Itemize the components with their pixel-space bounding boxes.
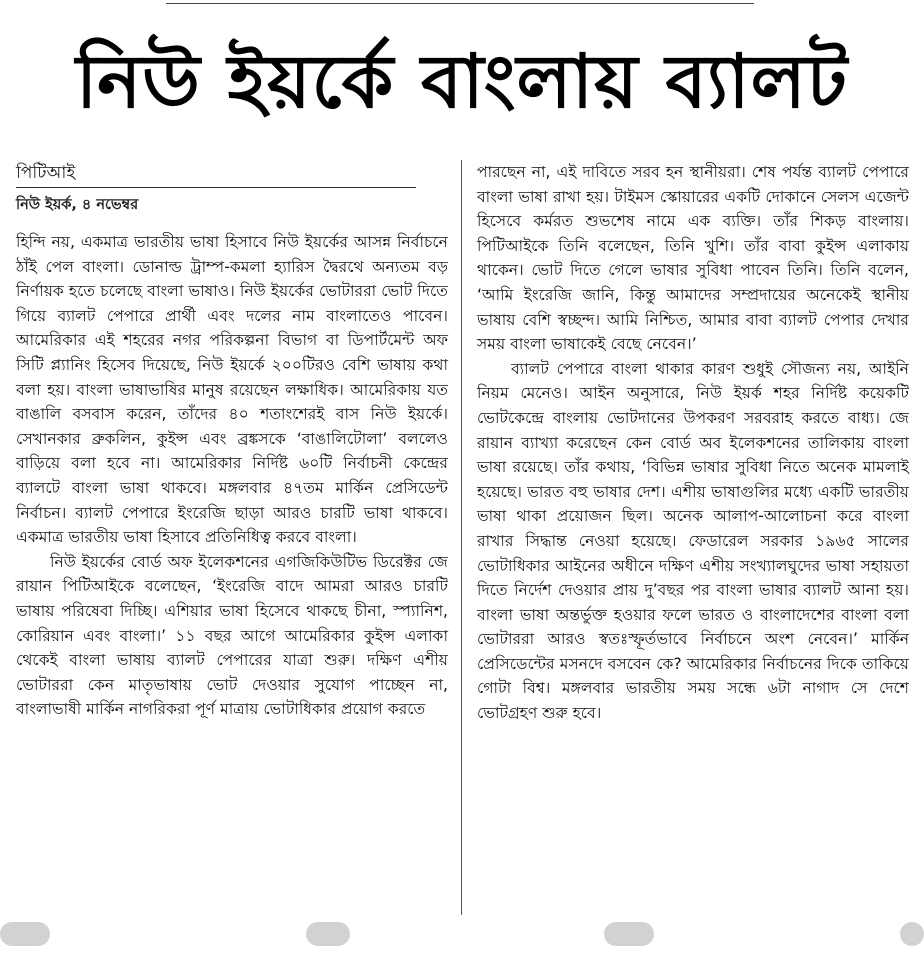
column-divider [461, 160, 462, 915]
paragraph: নিউ ইয়র্কের বোর্ড অফ ইলেকশনের এগজিকিউটিভ ডিরেক্টর জে রায়ান পিটিআইকে বলেছেন, ‘ইংরেজি বাদে আমরা আরও চারটি ভাষায় পরিষেবা দিচ্ছি। এশিয়ার ভাষা হিসেবে থাকছে চীনা, স্প্যানিশ, কোরিয়ান এবং বাংলা।’ ১১ বছর আগে আমেরিকার কুইন্স এলাকা থেকেই বাংলা ভাষায় ব্যালট পেপারের যাত্রা শুরু। দক্ষিণ এশীয় ভোটাররা কেন মাতৃভাষায় ভোট দেওয়ার সুযোগ পাচ্ছেন না, বাংলাভাষী মার্কিন নাগরিকরা পূর্ণ মাত্রায় ভোটাধিকার প্রয়োগ করতে [16, 552, 448, 719]
paragraph: হিন্দি নয়, একমাত্র ভারতীয় ভাষা হিসাবে নিউ ইয়র্কের আসন্ন নির্বাচনে ঠাঁই পেল বাংলা। ডোনাল্ড ট্রাম্প-কমলা হ্যারিস দ্বৈরথে অন্যতম বড় নির্ণায়ক হতে চলেছে বাংলা ভাষাও। নিউ ইয়র্কের ভোটাররা ভোট দিতে গিয়ে ব্যালট পেপারে প্রার্থী এবং দলের নাম বাংলাতেও পাবেন। আমেরিকার এই শহরের নগর পরিকল্পনা বিভাগ বা ডিপার্টমেন্ট অফ সিটি প্ল্যানিং হিসেব দিয়েছে, নিউ ইয়র্কে ২০০টিরও বেশি ভাষায় কথা বলা হয়। বাংলা ভাষাভাষির মানুষ রয়েছেন লক্ষাধিক। আমেরিকায় যত বাঙালি বসবাস করেন, তাঁদের ৪০ শতাংশেরই বাস নিউ ইয়র্কে। সেখানকার ব্রুকলিন, কুইন্স এবং ব্রঙ্কসকে ‘বাঙালিটোলা’ বললেও বাড়িয়ে বলা হবে না। আমেরিকার নির্দিষ্ট ৬০টি নির্বাচনী কেন্দ্রের ব্যালটে বাংলা ভাষা থাকবে। মঙ্গলবার ৪৭তম মার্কিন প্রেসিডেন্ট নির্বাচন। ব্যালট পেপারে ইংরেজি ছাড়া আরও চারটি ভাষা থাকবে। একমাত্র ভারতীয় ভাষা হিসাবে প্রতিনিধিত্ব করবে বাংলা। [16, 233, 448, 547]
dateline: নিউ ইয়র্ক, ৪ নভেম্বর [16, 197, 139, 213]
article-column-right [477, 160, 909, 726]
article-column-left [16, 160, 448, 722]
top-rule [166, 3, 754, 4]
byline: পিটিআই [16, 160, 416, 188]
headline: নিউ ইয়র্কে বাংলায় ব্যালট [75, 39, 849, 125]
page-scroll-handle[interactable] [900, 922, 924, 946]
page-scroll-handle[interactable] [604, 922, 654, 946]
paragraph: পারছেন না, এই দাবিতে সরব হন স্থানীয়রা। শেষ পর্যন্ত ব্যালট পেপারে বাংলা ভাষা রাখা হয়। টাইমস স্কোয়ারের একটি দোকানে সেলস এজেন্ট হিসেবে কর্মরত শুভশেষ নামে এক ব্যক্তি। তাঁর শিকড় বাংলায়। পিটিআইকে তিনি বলেছেন, তিনি খুশি। তাঁর বাবা কুইন্স এলাকায় থাকেন। ভোট দিতে গেলে ভাষার সুবিধা পাবেন তিনি। তিনি বলেন, ‘আমি ইংরেজি জানি, কিন্তু আমাদের সম্প্রদায়ের অনেকেই স্থানীয় ভাষায় বেশি স্বচ্ছন্দ। আমি নিশ্চিত, আমার বাবা ব্যালট পেপার দেখার সময় বাংলা ভাষাকেই বেছে নেবেন।’ [477, 163, 909, 354]
page-scroll-handle[interactable] [306, 922, 350, 946]
paragraph: ব্যালট পেপারে বাংলা থাকার কারণ শুধুই সৌজন্য নয়, আইনি নিয়ম মেনেও। আইন অনুসারে, নিউ ইয়র্ক শহর নির্দিষ্ট কয়েকটি ভোটকেন্দ্রে বাংলায় ভোটদানের উপকরণ সরবরাহ করতে বাধ্য। জে রায়ান ব্যাখ্যা করেছেন কেন বোর্ড অব ইলেকশনের তালিকায় বাংলা ভাষা রয়েছে। তাঁর কথায়, ‘বিভিন্ন ভাষার সুবিধা নিতে অনেক মামলাই হয়েছে। ভারত বহু ভাষার দেশ। এশীয় ভাষাগুলির মধ্যে একটি ভারতীয় ভাষা থাকা প্রয়োজন ছিল। অনেক আলাপ-আলোচনা করে বাংলা রাখার সিদ্ধান্ত নেওয়া হয়েছে। ফেডারেল সরকার ১৯৬৫ সালের ভোটাধিকার আইনের অধীনে দক্ষিণ এশীয় সংখ্যালঘুদের ভাষা সহায়তা দিতে নির্দেশ দেওয়ার প্রায় দু’বছর পর বাংলা ভাষার ব্যালট আনা হয়। বাংলা ভাষা অন্তর্ভুক্ত হওয়ার ফলে ভারত ও বাংলাদেশের বাংলা বলা ভোটাররা আরও স্বতঃস্ফূর্তভাবে নির্বাচনে অংশ নেবেন।’ মার্কিন প্রেসিডেন্টের মসনদে বসবেন কে? আমেরিকার নির্বাচনের দিকে তাকিয়ে গোটা বিশ্ব। মঙ্গলবার ভারতীয় সময় সন্ধে ৬টা নাগাদ সে দেশে ভোটগ্রহণ শুরু হবে। [477, 359, 909, 723]
page-scroll-handle[interactable] [0, 922, 50, 946]
